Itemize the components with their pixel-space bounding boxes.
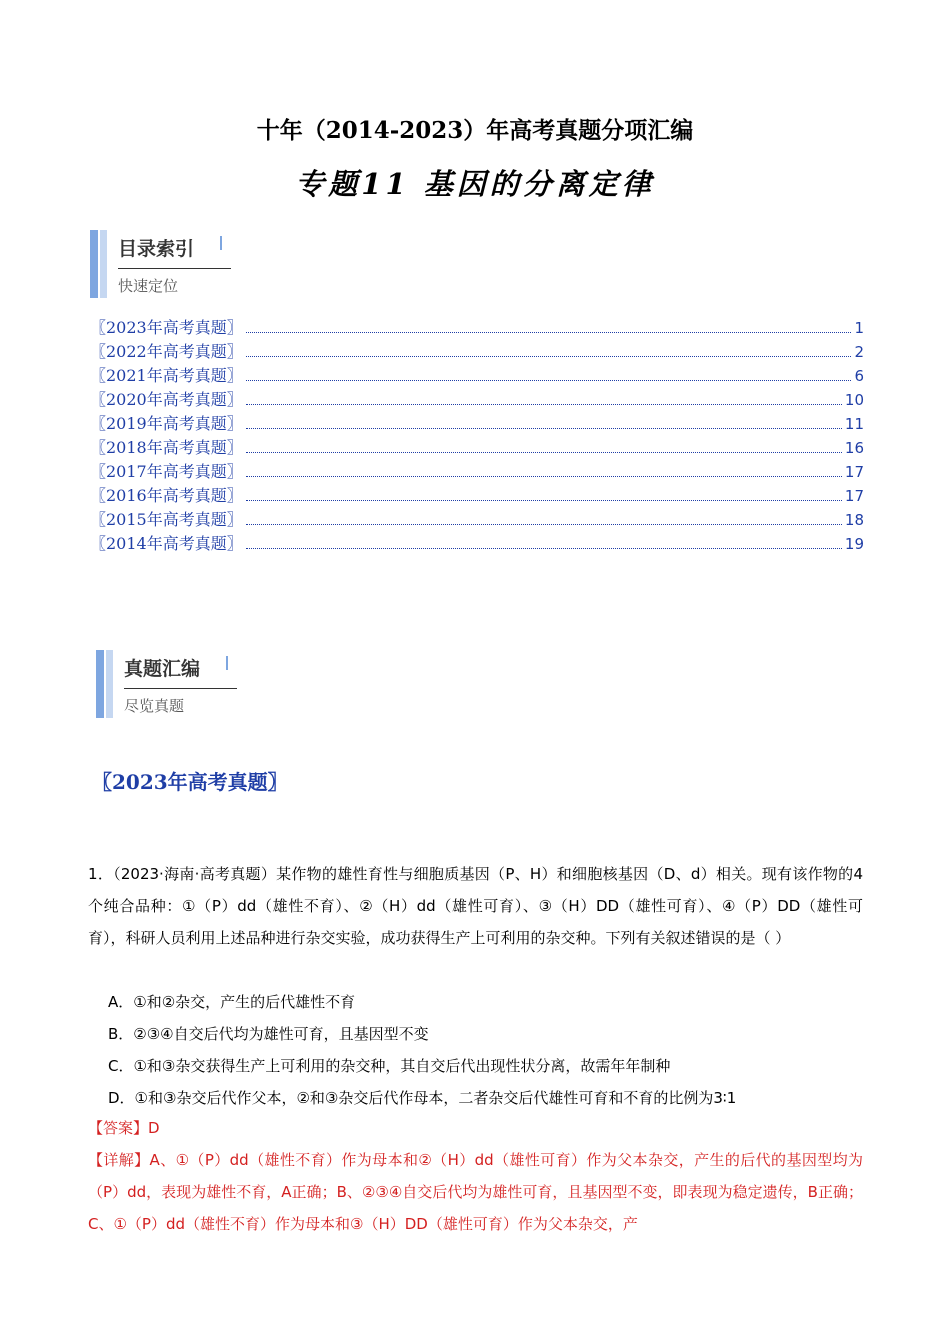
toc-leader-dots — [246, 536, 842, 549]
toc-entry-label: 〖2018年高考真题〗 — [90, 438, 243, 457]
heading-tick-mark — [226, 656, 228, 670]
toc-entry-label: 〖2020年高考真题〗 — [90, 390, 243, 409]
heading-tick-mark — [220, 236, 222, 250]
toc-leader-dots — [246, 344, 852, 357]
toc-leader-dots — [246, 368, 852, 381]
toc-entry-label: 〖2021年高考真题〗 — [90, 366, 243, 385]
toc-entry[interactable] — [90, 460, 864, 484]
accent-bar — [96, 650, 104, 718]
accent-bar — [90, 230, 98, 298]
option-a: A．①和②杂交，产生的后代雄性不育 — [108, 993, 356, 1011]
toc-entry-page: 10 — [844, 391, 864, 409]
toc-entry-label: 〖2017年高考真题〗 — [90, 462, 243, 481]
accent-bar-light — [106, 650, 113, 718]
toc-entry[interactable] — [90, 508, 864, 532]
heading-rule — [118, 268, 231, 269]
toc-entry[interactable] — [90, 316, 864, 340]
toc-leader-dots — [246, 512, 842, 525]
toc-leader-dots — [246, 440, 842, 453]
document-supertitle: 十年（2014-2023）年高考真题分项汇编 — [256, 117, 694, 144]
toc-entry-page: 2 — [854, 343, 864, 361]
toc-entry[interactable] — [90, 412, 864, 436]
collection-heading-block — [96, 650, 296, 722]
toc-entry-label: 〖2014年高考真题〗 — [90, 534, 243, 553]
toc-entry-label: 〖2019年高考真题〗 — [90, 414, 243, 433]
collection-heading-title: 真题汇编 — [124, 658, 201, 680]
year-section-heading: 〖2023年高考真题〗 — [92, 770, 288, 794]
toc-entry-page: 16 — [844, 439, 864, 457]
toc-heading-subtitle: 快速定位 — [118, 277, 179, 295]
toc-leader-dots — [246, 488, 842, 501]
toc-entry-page: 1 — [854, 319, 864, 337]
toc-entry-page: 11 — [844, 415, 864, 433]
toc-heading-title: 目录索引 — [118, 238, 195, 260]
toc-entry-page: 19 — [844, 535, 864, 553]
option-c: C．①和③杂交获得生产上可利用的杂交种，其自交后代出现性状分离，故需年年制种 — [108, 1057, 671, 1075]
toc-leader-dots — [246, 464, 842, 477]
toc-entry[interactable] — [90, 340, 864, 364]
toc-entry-label: 〖2022年高考真题〗 — [90, 342, 243, 361]
toc-entry-page: 6 — [854, 367, 864, 385]
question-stem: 1．（2023·海南·高考真题）某作物的雄性育性与细胞质基因（P、H）和细胞核基因（D、d）相关。现有该作物的4个纯合品种：①（P）dd（雄性不育）、②（H）dd（雄性可育）、③（H）DD（雄性可育）、④（P）DD（雄性可育），科研人员利用上述品种进行杂交实验，成功获得生产上可利用的杂交种。下列有关叙述错误的是（ ） — [88, 865, 863, 947]
toc-leader-dots — [246, 416, 842, 429]
heading-rule — [124, 688, 237, 689]
toc-entry-page: 17 — [844, 487, 864, 505]
toc-entry[interactable] — [90, 388, 864, 412]
toc-leader-dots — [246, 392, 842, 405]
toc-entry[interactable] — [90, 484, 864, 508]
document-title: 专题11 基因的分离定律 — [295, 167, 655, 201]
toc-entry-label: 〖2023年高考真题〗 — [90, 318, 243, 337]
accent-bar-light — [100, 230, 107, 298]
toc-entry-label: 〖2016年高考真题〗 — [90, 486, 243, 505]
toc-entry[interactable] — [90, 532, 864, 556]
option-d: D．①和③杂交后代作父本，②和③杂交后代作母本，二者杂交后代雄性可育和不育的比例为3∶1 — [108, 1089, 737, 1107]
answer-explanation: 【详解】A、①（P）dd（雄性不育）作为母本和②（H）dd（雄性可育）作为父本杂交，产生的后代的基因型均为（P）dd，表现为雄性不育，A正确；B、②③④自交后代均为雄性可育，且基因型不变，即表现为稳定遗传，B正确；C、①（P）dd（雄性不育）作为母本和③（H）DD（雄性可育）作为父本杂交，产 — [88, 1151, 863, 1233]
table-of-contents — [90, 316, 864, 556]
answer-line: 【答案】D — [88, 1119, 160, 1137]
toc-entry-page: 18 — [844, 511, 864, 529]
toc-leader-dots — [246, 320, 852, 333]
toc-entry[interactable] — [90, 364, 864, 388]
collection-heading-subtitle: 尽览真题 — [124, 697, 185, 715]
toc-entry-label: 〖2015年高考真题〗 — [90, 510, 243, 529]
toc-heading-block — [90, 230, 290, 302]
toc-entry-page: 17 — [844, 463, 864, 481]
toc-entry[interactable] — [90, 436, 864, 460]
option-b: B．②③④自交后代均为雄性可育，且基因型不变 — [108, 1025, 429, 1043]
